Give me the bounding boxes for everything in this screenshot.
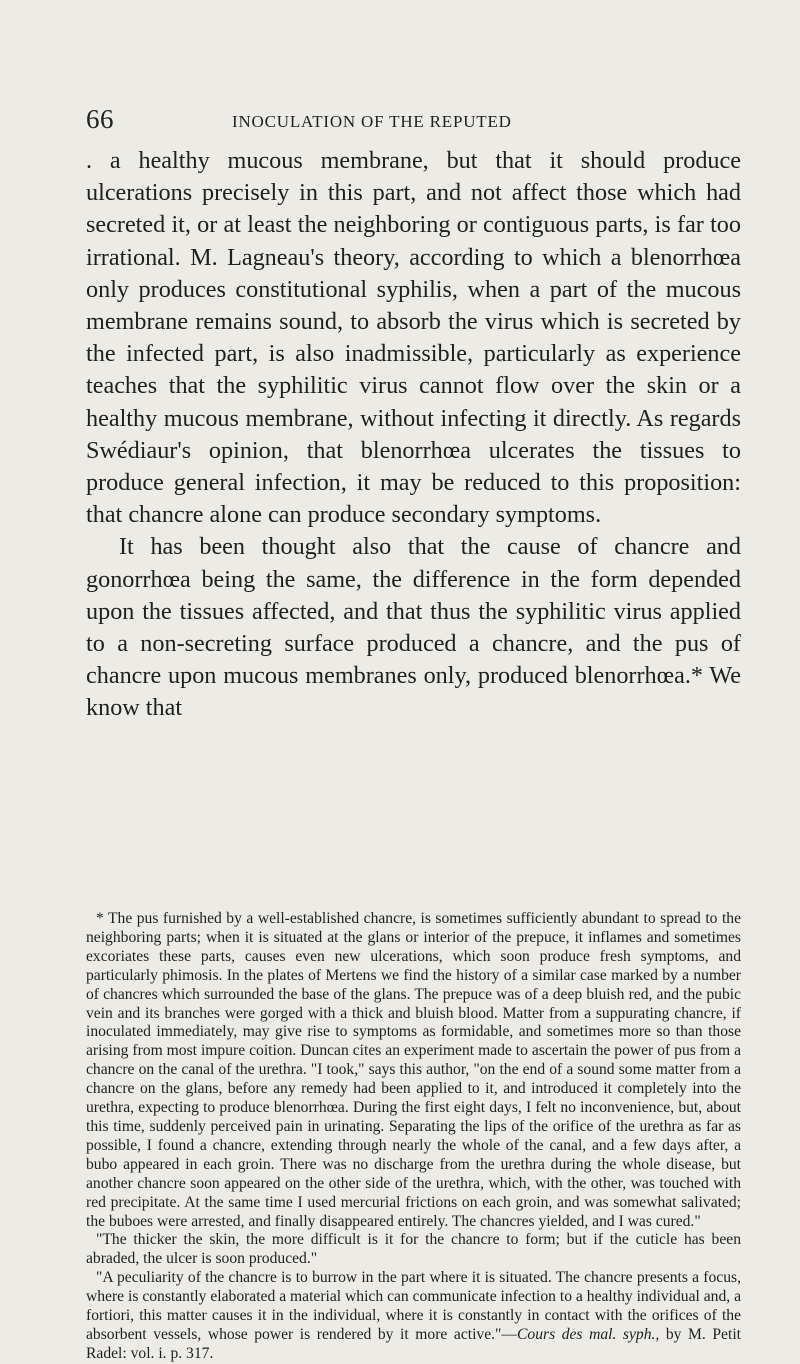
footnotes [86,910,741,1364]
footnote-1: * The pus furnished by a well-established chancre, is sometimes sufficiently abundant to spread to the neighboring parts; when it is situated at the glans or interior of the prepuce, it inflames and sometimes excoriates these parts, causes even new ulcerations, which soon produce fresh symptoms, and particularly phimosis. In the plates of Mertens we find the history of a similar case marked by a number of chancres which surrounded the base of the glans. The prepuce was of a deep bluish red, and the pubic vein and its branches were gorged with a thick and bluish blood. Matter from a suppurating chancre, if inoculated immediately, may give rise to symptoms as formidable, and sometimes more so than those arising from most impure coition. Duncan cites an experiment made to ascertain the power of pus from a chancre on the canal of the urethra. "I took," says this author, "on the end of a sound some matter from a chancre on the glans, before any remedy had been applied to it, and introduced it completely into the urethra, expecting to produce blenorrhœa. During the first eight days, I felt no inconvenience, but, about this time, suddenly perceived pain in urinating. Separating the lips of the orifice of the urethra as far as possible, I found a chancre, extending through nearly the whole of the canal, and a few days after, a bubo appeared in each groin. There was no discharge from the urethra during the whole disease, but another chancre soon appeared on the other side of the urethra, which, with the other, was touched with red precipitate. At the same time I used mercurial frictions on each groin, and was somewhat salivated; the buboes were arrested, and finally disappeared entirely. The chancres yielded, and I was cured." [86,910,741,1230]
footnote-3 [86,1269,741,1364]
body-text [86,145,741,725]
body-paragraph-1: . a healthy mucous membrane, but that it should produce ulcerations precisely in this part, and not affect those which had secreted it, or at least the neighboring or contiguous parts, is far too irrational. M. Lagneau's theory, according to which a blenorrhœa only produces constitutional syphilis, when a part of the mucous membrane remains sound, to absorb the virus which is secreted by the infected part, is also inadmissible, particularly as experience teaches that the syphilitic virus cannot flow over the skin or a healthy mucous membrane, without infecting it directly. As regards Swédiaur's opinion, that blenorrhœa ulcerates the tissues to produce general infection, it may be reduced to this proposition: that chancre alone can produce secondary symptoms. [86,147,741,529]
body-paragraph-2: It has been thought also that the cause of chancre and gonorrhœa being the same, the difference in the form depended upon the tissues affected, and that thus the syphilitic virus applied to a non-secreting surface produced a chancre, and the pus of chancre upon mucous membranes only, produced blenorrhœa.* We know that [86,533,741,722]
footnote-2: "The thicker the skin, the more difficult is it for the chancre to form; but if the cuticle has been abraded, the ulcer is soon produced." [86,1231,741,1268]
running-head: INOCULATION OF THE REPUTED [232,112,512,131]
footnote-3-source: by M. Petit Radel: vol. i. p. 317. [86,1325,741,1362]
page-header [86,104,736,144]
page-number: 66 [86,104,114,134]
footnote-3-text: "A peculiarity of the chancre is to burrow in the part where it is situated. The chancre presents a focus, where is constantly elaborated a material which can communicate infection to a healthy individual and, a fortiori, this matter causes it in the individual, where it is constantly in contact with the orifices of the absorbent vessels, whose power is rendered by it more active."— [86,1269,741,1343]
footnote-3-citation: Cours des mal. syph., [517,1325,660,1343]
